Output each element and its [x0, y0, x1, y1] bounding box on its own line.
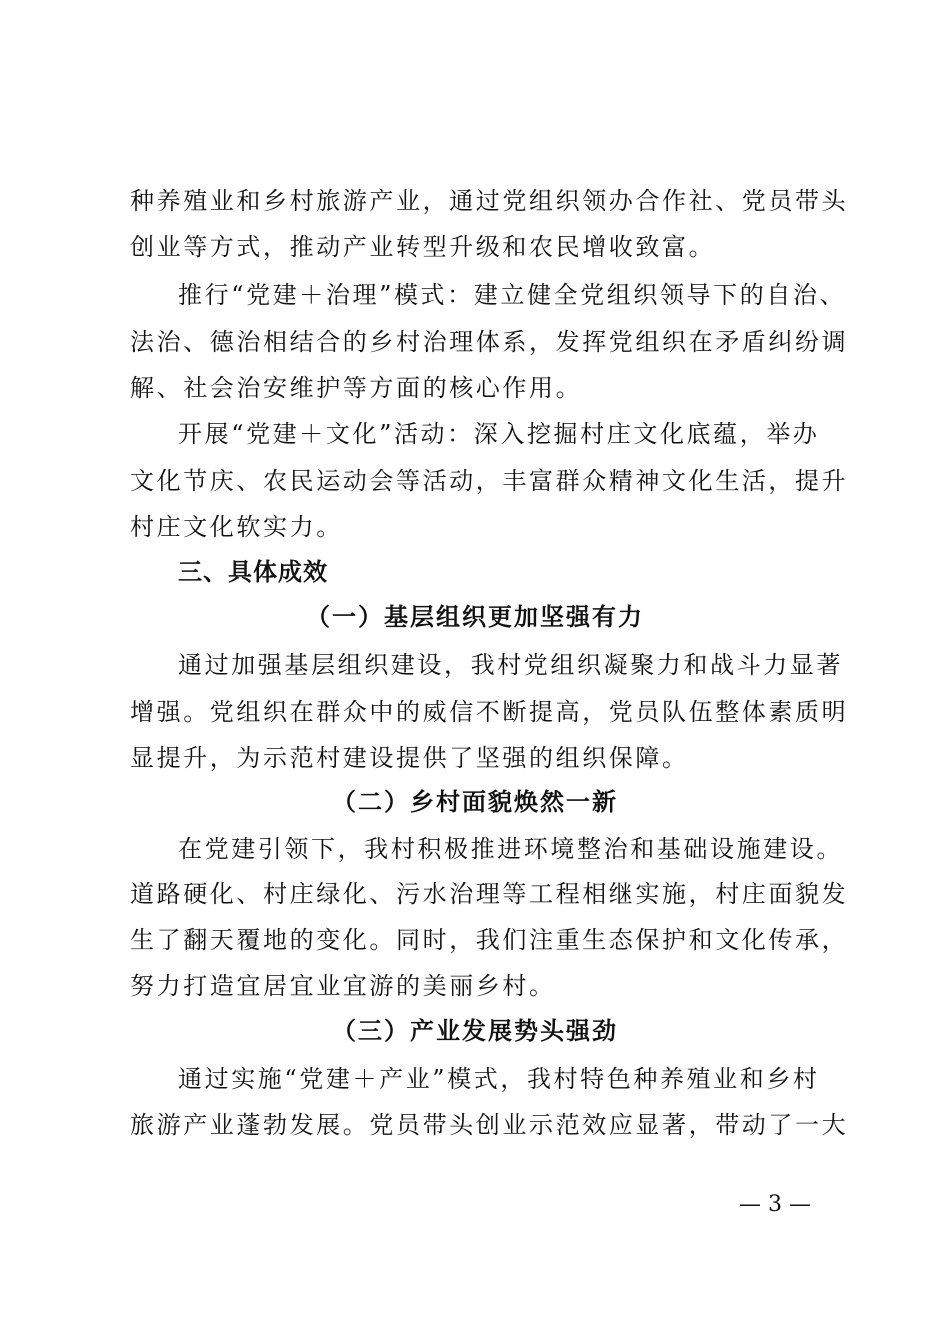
- subheading-village: （二）乡村面貌焕然一新: [332, 787, 618, 816]
- subheading-organization: （一）基层组织更加坚强有力: [306, 602, 644, 631]
- paragraph-line: 旅游产业蓬勃发展。党员带头创业示范效应显著，带动了一大: [130, 1111, 849, 1139]
- paragraph-line: 通过实施“党建＋产业”模式，我村特色种养殖业和乡村: [178, 1065, 820, 1093]
- paragraph-line: 开展“党建＋文化”活动：深入挖掘村庄文化底蕴，举办: [178, 420, 820, 448]
- section-heading: 三、具体成效: [178, 558, 328, 586]
- paragraph-line: 增强。党组织在群众中的威信不断提高，党员队伍整体素质明: [130, 698, 849, 726]
- paragraph-line: 法治、德治相结合的乡村治理体系，发挥党组织在矛盾纠纷调: [130, 328, 849, 356]
- paragraph-line: 生了翻天覆地的变化。同时，我们注重生态保护和文化传承，: [130, 926, 849, 954]
- paragraph-line: 努力打造宜居宜业宜游的美丽乡村。: [130, 972, 556, 1000]
- paragraph-line: 显提升，为示范村建设提供了坚强的组织保障。: [130, 744, 689, 772]
- paragraph-line: 在党建引领下，我村积极推进环境整治和基础设施建设。: [178, 835, 843, 863]
- subheading-industry: （三）产业发展势头强劲: [332, 1016, 618, 1045]
- paragraph-line: 解、社会治安维护等方面的核心作用。: [130, 374, 583, 402]
- paragraph-line: 文化节庆、农民运动会等活动，丰富群众精神文化生活，提升: [130, 467, 849, 495]
- paragraph-line: 创业等方式，推动产业转型升级和农民增收致富。: [130, 233, 716, 261]
- paragraph-line: 道路硬化、村庄绿化、污水治理等工程相继实施，村庄面貌发: [130, 880, 849, 908]
- paragraph-line: 村庄文化软实力。: [130, 513, 343, 541]
- paragraph-line: 推行“党建＋治理”模式：建立健全党组织领导下的自治、: [178, 281, 847, 309]
- page-number: — 3 —: [739, 1192, 811, 1217]
- paragraph-line: 种养殖业和乡村旅游产业，通过党组织领办合作社、党员带头: [130, 187, 849, 215]
- paragraph-line: 通过加强基层组织建设，我村党组织凝聚力和战斗力显著: [178, 651, 843, 679]
